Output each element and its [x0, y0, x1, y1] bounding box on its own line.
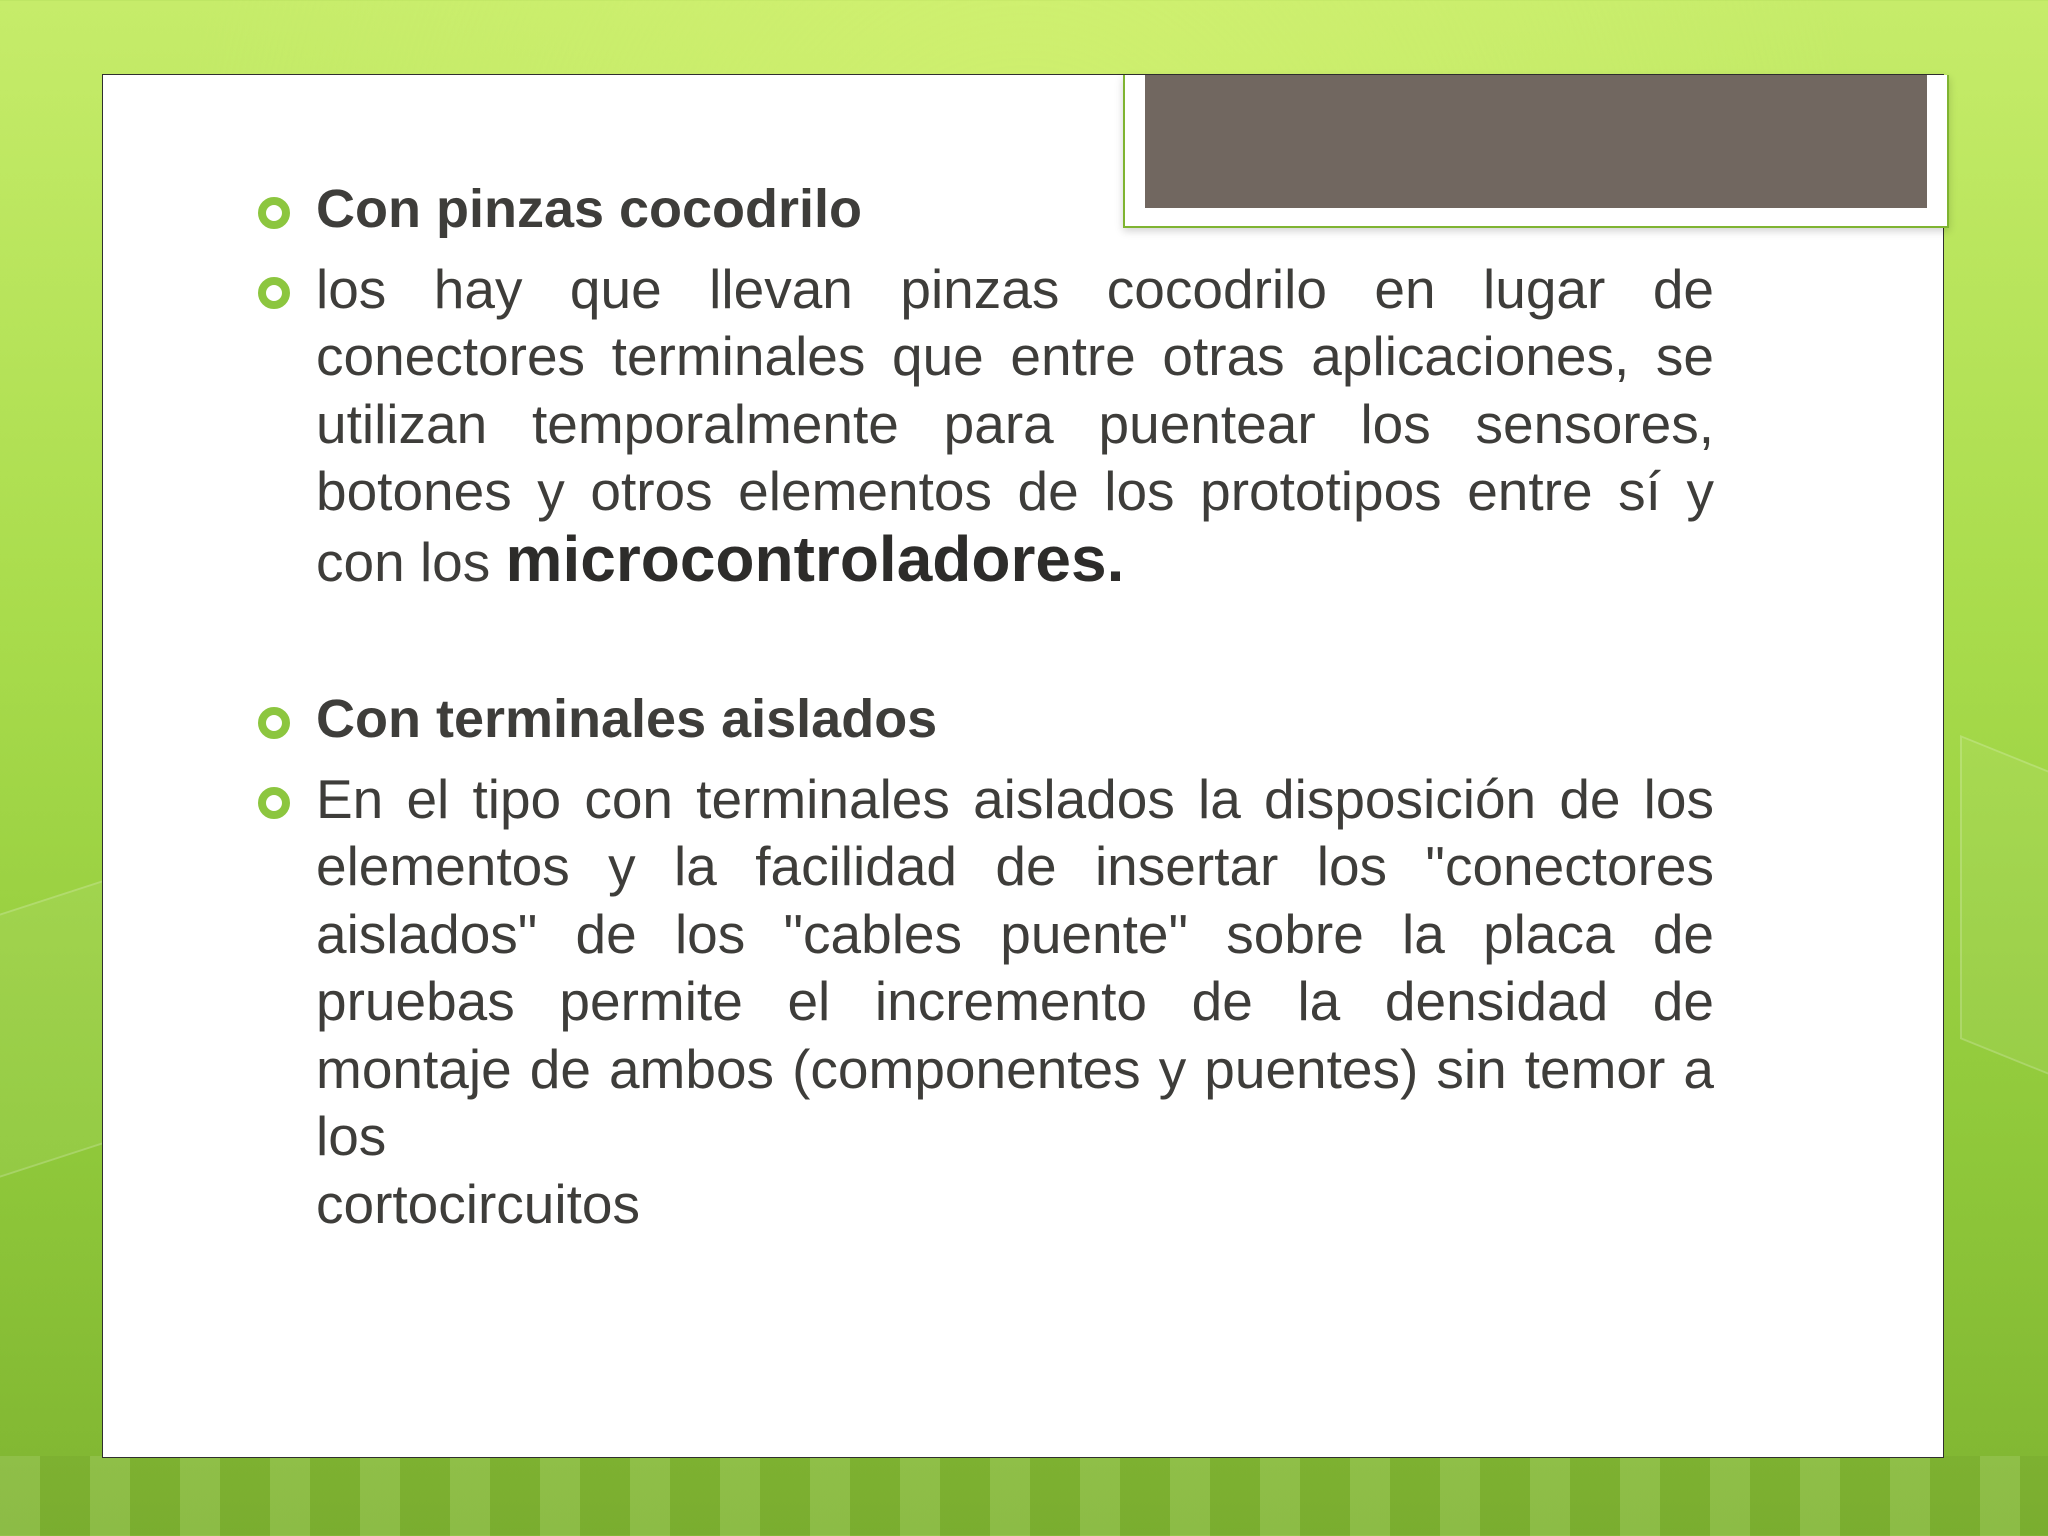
ring-bullet-icon — [258, 707, 290, 739]
section-1-heading — [258, 176, 1714, 244]
bullet-list — [258, 176, 1714, 1238]
section-2-heading — [258, 686, 1714, 754]
ring-bullet-icon — [258, 197, 290, 229]
section-1-emphasis: microcontroladores. — [505, 522, 1125, 595]
section-2-body-text: En el tipo con terminales aislados la disposición de los elementos y la facilidad de insertar los "conectores aislados" de los "cables puente" sobre la placa de pruebas permite el incremento de la densidad de montaje de ambos (componentes y puentes) sin temor a los — [316, 767, 1714, 1167]
section-2-tail: cortocircuitos — [316, 1172, 640, 1235]
section-1-body-text: los hay que llevan pinzas cocodrilo en lugar de conectores terminales que entre otras aplicaciones, se utilizan temporalmente para puentear los sensores, botones y otros elementos de los prototipos entre sí y con los — [316, 257, 1714, 593]
background-stripes — [0, 1456, 2048, 1536]
section-2-body — [258, 766, 1714, 1239]
section-1-body — [258, 256, 1714, 597]
section-spacer — [258, 596, 1714, 686]
section-1-heading-text: Con pinzas cocodrilo — [316, 179, 863, 239]
background-decoration-right — [1960, 735, 2048, 1089]
ring-bullet-icon — [258, 277, 290, 309]
ring-bullet-icon — [258, 787, 290, 819]
section-2-heading-text: Con terminales aislados — [316, 689, 938, 749]
